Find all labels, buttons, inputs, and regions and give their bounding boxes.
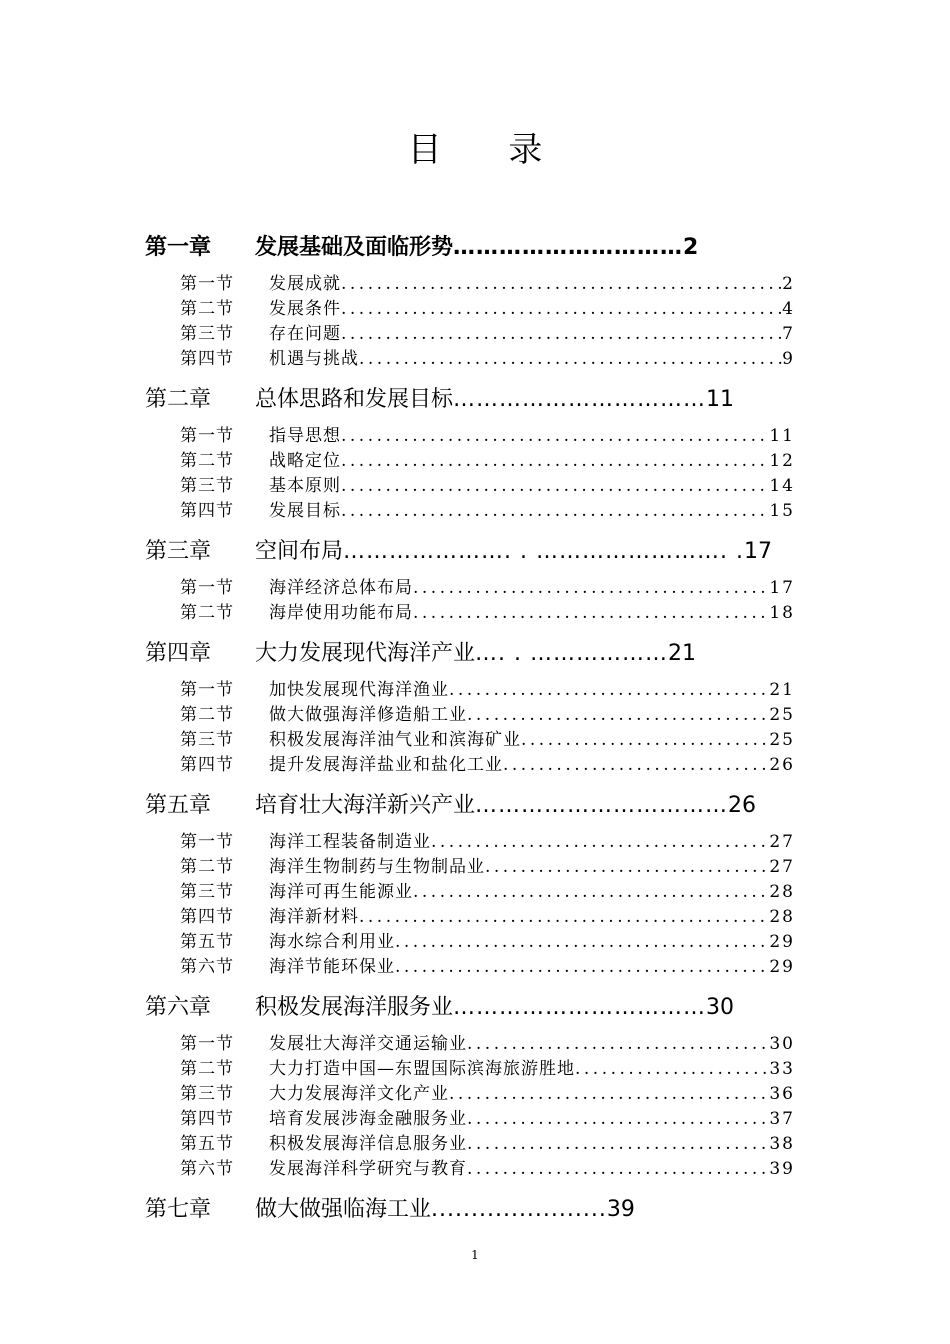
chapter-title: 空间布局 — [255, 539, 344, 564]
toc-chapter[interactable] — [145, 634, 795, 674]
table-of-contents — [145, 228, 795, 1230]
toc-section[interactable] — [180, 830, 795, 855]
section-number: 第一节 — [180, 680, 234, 700]
section-title: 发展成就 — [269, 274, 341, 294]
section-number: 第四节 — [180, 755, 234, 775]
toc-section[interactable] — [180, 1132, 795, 1157]
section-number: 第五节 — [180, 1134, 234, 1154]
toc-section[interactable] — [180, 272, 795, 297]
section-leader — [341, 474, 769, 499]
section-number: 第五节 — [180, 932, 234, 952]
section-number: 第一节 — [180, 832, 234, 852]
section-page: 17 — [769, 578, 795, 598]
section-page: 29 — [769, 957, 795, 977]
section-number: 第四节 — [180, 907, 234, 927]
section-leader — [413, 601, 769, 626]
section-page: 29 — [769, 932, 795, 952]
chapter-leader: ………………………… — [453, 235, 684, 260]
section-leader — [341, 297, 782, 322]
section-title: 海洋新材料 — [269, 907, 359, 927]
section-leader — [413, 880, 769, 905]
section-page: 14 — [769, 476, 795, 496]
section-title: 做大做强海洋修造船工业 — [269, 705, 467, 725]
section-title: 海洋生物制药与生物制品业 — [269, 857, 485, 877]
toc-section[interactable] — [180, 1032, 795, 1057]
toc-section[interactable] — [180, 424, 795, 449]
section-page: 37 — [769, 1109, 795, 1129]
section-page: 33 — [769, 1059, 795, 1079]
chapter-number: 第五章 — [145, 793, 212, 818]
section-leader — [341, 424, 769, 449]
toc-section[interactable] — [180, 880, 795, 905]
section-page: 25 — [769, 730, 795, 750]
toc-section[interactable] — [180, 930, 795, 955]
section-title: 发展壮大海洋交通运输业 — [269, 1034, 467, 1054]
chapter-page: 17 — [743, 539, 772, 564]
section-number: 第三节 — [180, 882, 234, 902]
toc-section[interactable] — [180, 855, 795, 880]
toc-chapter[interactable] — [145, 532, 795, 572]
toc-section[interactable] — [180, 753, 795, 778]
section-title: 存在问题 — [269, 324, 341, 344]
section-list — [145, 424, 795, 524]
section-title: 发展海洋科学研究与教育 — [269, 1159, 467, 1179]
section-list — [145, 678, 795, 778]
section-page: 27 — [769, 832, 795, 852]
section-title: 积极发展海洋信息服务业 — [269, 1134, 467, 1154]
toc-chapter[interactable] — [145, 988, 795, 1028]
chapter-page: 2 — [683, 235, 699, 260]
chapter-number: 第六章 — [145, 995, 212, 1020]
section-page: 38 — [769, 1134, 795, 1154]
toc-section[interactable] — [180, 703, 795, 728]
chapter-leader: …………………. . ……………………. . — [343, 539, 744, 564]
section-title: 海洋节能环保业 — [269, 957, 395, 977]
section-leader — [359, 905, 769, 930]
toc-chapter[interactable] — [145, 228, 795, 268]
chapter-page: 21 — [668, 641, 696, 666]
section-page: 39 — [769, 1159, 795, 1179]
section-number: 第六节 — [180, 957, 234, 977]
section-title: 培育发展涉海金融服务业 — [269, 1109, 467, 1129]
page-title: 目 录 — [407, 130, 571, 170]
section-page: 15 — [769, 501, 795, 521]
section-title: 积极发展海洋油气业和滨海矿业 — [269, 730, 521, 750]
section-page: 28 — [769, 907, 795, 927]
chapter-number: 第一章 — [145, 235, 212, 260]
section-number: 第三节 — [180, 476, 234, 496]
section-page: 2 — [782, 274, 795, 294]
section-leader — [449, 678, 769, 703]
section-title: 海岸使用功能布局 — [269, 603, 413, 623]
section-leader — [431, 830, 769, 855]
toc-section[interactable] — [180, 297, 795, 322]
chapter-leader: …………………………… — [475, 793, 729, 818]
section-title: 提升发展海洋盐业和盐化工业 — [269, 755, 503, 775]
section-leader — [485, 855, 769, 880]
chapter-leader: …………………………… — [453, 995, 707, 1020]
section-leader — [341, 499, 769, 524]
toc-section[interactable] — [180, 601, 795, 626]
section-leader — [467, 1157, 769, 1182]
section-number: 第一节 — [180, 426, 234, 446]
section-number: 第一节 — [180, 1034, 234, 1054]
section-number: 第三节 — [180, 1084, 234, 1104]
section-number: 第二节 — [180, 299, 234, 319]
toc-section[interactable] — [180, 322, 795, 347]
chapter-page: 30 — [706, 995, 735, 1020]
section-title: 战略定位 — [269, 451, 341, 471]
section-number: 第一节 — [180, 274, 234, 294]
section-leader — [521, 728, 769, 753]
section-page: 28 — [769, 882, 795, 902]
section-page: 12 — [769, 451, 795, 471]
toc-chapter[interactable] — [145, 380, 795, 420]
section-title: 机遇与挑战 — [269, 349, 359, 369]
section-leader — [467, 1032, 769, 1057]
chapter-title: 培育壮大海洋新兴产业 — [255, 793, 476, 818]
section-leader — [413, 576, 769, 601]
section-number: 第四节 — [180, 1109, 234, 1129]
section-page: 27 — [769, 857, 795, 877]
chapter-number: 第三章 — [145, 539, 212, 564]
section-leader — [467, 1132, 769, 1157]
section-page: 21 — [769, 680, 795, 700]
toc-section[interactable] — [180, 955, 795, 980]
toc-section[interactable] — [180, 576, 795, 601]
section-number: 第二节 — [180, 705, 234, 725]
chapter-title: 做大做强临海工业 — [255, 1197, 432, 1222]
chapter-title: 总体思路和发展目标 — [255, 387, 454, 412]
section-leader — [395, 930, 769, 955]
section-page: 36 — [769, 1084, 795, 1104]
section-page: 4 — [782, 299, 795, 319]
section-leader — [449, 1082, 769, 1107]
section-leader — [359, 347, 782, 372]
page-number: 1 — [471, 1248, 479, 1262]
toc-section[interactable] — [180, 678, 795, 703]
section-leader — [341, 272, 782, 297]
section-page: 30 — [769, 1034, 795, 1054]
chapter-leader: …………………………… — [453, 387, 707, 412]
section-number: 第六节 — [180, 1159, 234, 1179]
section-leader — [341, 449, 769, 474]
chapter-page: 39 — [606, 1197, 635, 1222]
section-page: 18 — [769, 603, 795, 623]
section-number: 第二节 — [180, 857, 234, 877]
section-page: 11 — [769, 426, 795, 446]
section-number: 第四节 — [180, 349, 234, 369]
section-leader — [467, 703, 769, 728]
chapter-number: 第七章 — [145, 1197, 212, 1222]
section-title: 指导思想 — [269, 426, 341, 446]
section-title: 发展条件 — [269, 299, 341, 319]
toc-section[interactable] — [180, 728, 795, 753]
section-page: 9 — [782, 349, 795, 369]
section-title: 大力打造中国—东盟国际滨海旅游胜地 — [269, 1059, 575, 1079]
toc-section[interactable] — [180, 499, 795, 524]
toc-section[interactable] — [180, 1082, 795, 1107]
toc-section[interactable] — [180, 347, 795, 372]
section-number: 第三节 — [180, 324, 234, 344]
section-number: 第二节 — [180, 1059, 234, 1079]
chapter-leader: …. . ……………… — [475, 641, 668, 666]
section-title: 大力发展海洋文化产业 — [269, 1084, 449, 1104]
toc-section[interactable] — [180, 449, 795, 474]
section-title: 海水综合利用业 — [269, 932, 395, 952]
section-title: 海洋工程装备制造业 — [269, 832, 431, 852]
chapter-title: 大力发展现代海洋产业 — [255, 641, 476, 666]
section-title: 海洋可再生能源业 — [269, 882, 413, 902]
section-page: 25 — [769, 705, 795, 725]
section-page: 26 — [769, 755, 795, 775]
section-title: 加快发展现代海洋渔业 — [269, 680, 449, 700]
chapter-number: 第二章 — [145, 387, 212, 412]
chapter-title: 发展基础及面临形势 — [255, 235, 454, 260]
toc-section[interactable] — [180, 1107, 795, 1132]
section-list — [145, 576, 795, 626]
toc-chapter[interactable] — [145, 1190, 795, 1230]
section-page: 7 — [782, 324, 795, 344]
chapter-number: 第四章 — [145, 641, 212, 666]
toc-section[interactable] — [180, 474, 795, 499]
section-number: 第二节 — [180, 603, 234, 623]
section-number: 第一节 — [180, 578, 234, 598]
section-number: 第四节 — [180, 501, 234, 521]
section-title: 发展目标 — [269, 501, 341, 521]
chapter-page: 26 — [728, 793, 757, 818]
toc-chapter[interactable] — [145, 786, 795, 826]
chapter-page: 11 — [706, 387, 735, 412]
section-leader — [341, 322, 782, 347]
section-number: 第三节 — [180, 730, 234, 750]
toc-section[interactable] — [180, 1057, 795, 1082]
section-title: 基本原则 — [269, 476, 341, 496]
section-list — [145, 830, 795, 980]
chapter-leader: ...................... — [431, 1197, 607, 1222]
section-leader — [503, 753, 769, 778]
section-number: 第二节 — [180, 451, 234, 471]
section-leader — [395, 955, 769, 980]
toc-section[interactable] — [180, 1157, 795, 1182]
section-leader — [575, 1057, 769, 1082]
section-leader — [467, 1107, 769, 1132]
toc-section[interactable] — [180, 905, 795, 930]
chapter-title: 积极发展海洋服务业 — [255, 995, 454, 1020]
section-list — [145, 272, 795, 372]
section-title: 海洋经济总体布局 — [269, 578, 413, 598]
section-list — [145, 1032, 795, 1182]
